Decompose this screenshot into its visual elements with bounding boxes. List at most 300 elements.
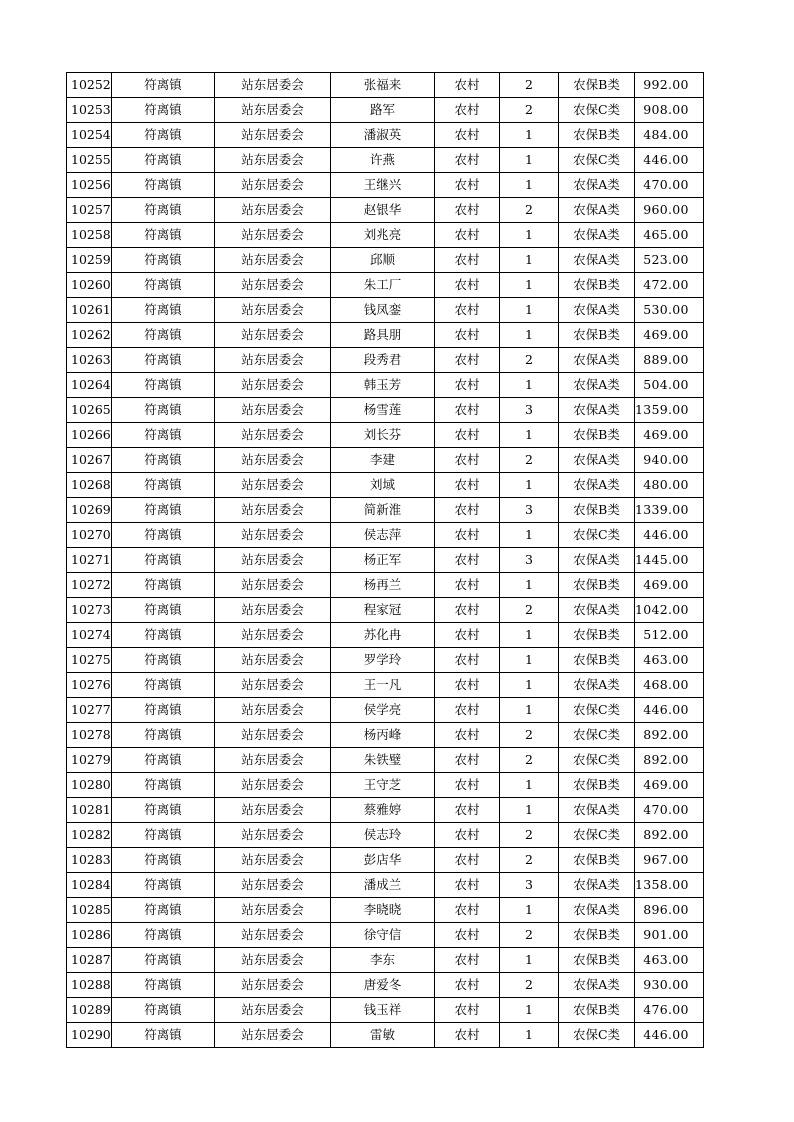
town-cell: 符离镇 [112,73,215,98]
person-name-cell: 路具朋 [331,323,435,348]
record-id-cell: 10256 [67,173,112,198]
household-type-cell: 农村 [435,348,500,373]
household-type-cell: 农村 [435,198,500,223]
village-committee-cell: 站东居委会 [215,123,331,148]
insurance-category-cell: 农保B类 [559,323,635,348]
person-count-cell: 2 [500,923,559,948]
village-committee-cell: 站东居委会 [215,148,331,173]
person-count-cell: 1 [500,648,559,673]
record-id-cell: 10261 [67,298,112,323]
record-id-cell: 10290 [67,1023,112,1048]
village-committee-cell: 站东居委会 [215,723,331,748]
insurance-category-cell: 农保C类 [559,148,635,173]
person-name-cell: 许燕 [331,148,435,173]
village-committee-cell: 站东居委会 [215,248,331,273]
table-row [67,273,704,298]
table-row [67,698,704,723]
amount-cell: 967.00 [635,848,704,873]
record-id-cell: 10253 [67,98,112,123]
person-name-cell: 程家冠 [331,598,435,623]
table-row [67,648,704,673]
town-cell: 符离镇 [112,773,215,798]
person-name-cell: 刘长芬 [331,423,435,448]
table-row [67,548,704,573]
town-cell: 符离镇 [112,973,215,998]
person-count-cell: 2 [500,73,559,98]
table-row [67,973,704,998]
record-id-cell: 10276 [67,673,112,698]
amount-cell: 908.00 [635,98,704,123]
town-cell: 符离镇 [112,698,215,723]
person-count-cell: 1 [500,623,559,648]
record-id-cell: 10259 [67,248,112,273]
insurance-category-cell: 农保A类 [559,298,635,323]
amount-cell: 463.00 [635,948,704,973]
person-name-cell: 李建 [331,448,435,473]
table-row [67,348,704,373]
household-type-cell: 农村 [435,473,500,498]
amount-cell: 896.00 [635,898,704,923]
village-committee-cell: 站东居委会 [215,873,331,898]
village-committee-cell: 站东居委会 [215,348,331,373]
insurance-category-cell: 农保B类 [559,423,635,448]
person-count-cell: 2 [500,973,559,998]
household-type-cell: 农村 [435,648,500,673]
table-row [67,473,704,498]
insurance-category-cell: 农保A类 [559,973,635,998]
table-row [67,673,704,698]
record-id-cell: 10278 [67,723,112,748]
record-id-cell: 10270 [67,523,112,548]
village-committee-cell: 站东居委会 [215,798,331,823]
person-count-cell: 1 [500,673,559,698]
household-type-cell: 农村 [435,273,500,298]
town-cell: 符离镇 [112,998,215,1023]
record-id-cell: 10279 [67,748,112,773]
household-type-cell: 农村 [435,998,500,1023]
village-committee-cell: 站东居委会 [215,298,331,323]
person-name-cell: 侯学亮 [331,698,435,723]
person-count-cell: 1 [500,573,559,598]
record-id-cell: 10260 [67,273,112,298]
record-id-cell: 10271 [67,548,112,573]
person-count-cell: 2 [500,723,559,748]
village-committee-cell: 站东居委会 [215,623,331,648]
record-id-cell: 10284 [67,873,112,898]
amount-cell: 960.00 [635,198,704,223]
person-name-cell: 杨再兰 [331,573,435,598]
record-id-cell: 10288 [67,973,112,998]
town-cell: 符离镇 [112,123,215,148]
table-row [67,123,704,148]
person-name-cell: 刘兆亮 [331,223,435,248]
amount-cell: 530.00 [635,298,704,323]
household-type-cell: 农村 [435,848,500,873]
person-count-cell: 1 [500,998,559,1023]
record-id-cell: 10269 [67,498,112,523]
person-count-cell: 1 [500,698,559,723]
village-committee-cell: 站东居委会 [215,698,331,723]
person-name-cell: 钱凤銮 [331,298,435,323]
town-cell: 符离镇 [112,448,215,473]
person-count-cell: 2 [500,348,559,373]
insurance-category-cell: 农保B类 [559,498,635,523]
table-row [67,1023,704,1048]
village-committee-cell: 站东居委会 [215,73,331,98]
table-row [67,623,704,648]
household-type-cell: 农村 [435,173,500,198]
amount-cell: 446.00 [635,523,704,548]
person-count-cell: 3 [500,398,559,423]
village-committee-cell: 站东居委会 [215,673,331,698]
town-cell: 符离镇 [112,498,215,523]
table-row [67,873,704,898]
amount-cell: 446.00 [635,1023,704,1048]
table-row [67,323,704,348]
village-committee-cell: 站东居委会 [215,373,331,398]
amount-cell: 476.00 [635,998,704,1023]
person-name-cell: 朱铁璧 [331,748,435,773]
record-id-cell: 10272 [67,573,112,598]
person-count-cell: 2 [500,823,559,848]
amount-cell: 446.00 [635,698,704,723]
insurance-category-cell: 农保A类 [559,798,635,823]
table-row [67,898,704,923]
village-committee-cell: 站东居委会 [215,423,331,448]
person-name-cell: 张福来 [331,73,435,98]
village-committee-cell: 站东居委会 [215,923,331,948]
table-row [67,248,704,273]
town-cell: 符离镇 [112,198,215,223]
person-count-cell: 2 [500,448,559,473]
household-type-cell: 农村 [435,948,500,973]
person-count-cell: 2 [500,598,559,623]
insurance-category-cell: 农保C类 [559,1023,635,1048]
person-name-cell: 王守芝 [331,773,435,798]
household-type-cell: 农村 [435,873,500,898]
amount-cell: 470.00 [635,798,704,823]
insurance-category-cell: 农保A类 [559,198,635,223]
person-count-cell: 2 [500,748,559,773]
insurance-category-cell: 农保A类 [559,448,635,473]
town-cell: 符离镇 [112,148,215,173]
table-row [67,723,704,748]
amount-cell: 463.00 [635,648,704,673]
amount-cell: 468.00 [635,673,704,698]
town-cell: 符离镇 [112,748,215,773]
record-id-cell: 10254 [67,123,112,148]
table-row [67,998,704,1023]
record-id-cell: 10262 [67,323,112,348]
person-count-cell: 1 [500,173,559,198]
person-count-cell: 1 [500,273,559,298]
household-type-cell: 农村 [435,723,500,748]
household-type-cell: 农村 [435,123,500,148]
amount-cell: 523.00 [635,248,704,273]
record-id-cell: 10258 [67,223,112,248]
insurance-category-cell: 农保B类 [559,573,635,598]
household-type-cell: 农村 [435,98,500,123]
record-id-cell: 10289 [67,998,112,1023]
table-row [67,423,704,448]
table-row [67,523,704,548]
insurance-category-cell: 农保C类 [559,523,635,548]
insurance-category-cell: 农保A类 [559,598,635,623]
table-body [67,73,704,1048]
record-id-cell: 10265 [67,398,112,423]
person-count-cell: 1 [500,523,559,548]
insurance-category-cell: 农保B类 [559,623,635,648]
town-cell: 符离镇 [112,348,215,373]
amount-cell: 901.00 [635,923,704,948]
town-cell: 符离镇 [112,573,215,598]
table-row [67,148,704,173]
town-cell: 符离镇 [112,473,215,498]
person-name-cell: 邱顺 [331,248,435,273]
insurance-category-cell: 农保A类 [559,248,635,273]
insurance-category-cell: 农保C类 [559,98,635,123]
record-id-cell: 10273 [67,598,112,623]
amount-cell: 889.00 [635,348,704,373]
household-type-cell: 农村 [435,423,500,448]
amount-cell: 446.00 [635,148,704,173]
town-cell: 符离镇 [112,298,215,323]
amount-cell: 992.00 [635,73,704,98]
village-committee-cell: 站东居委会 [215,398,331,423]
village-committee-cell: 站东居委会 [215,1023,331,1048]
town-cell: 符离镇 [112,223,215,248]
amount-cell: 892.00 [635,748,704,773]
town-cell: 符离镇 [112,173,215,198]
record-id-cell: 10275 [67,648,112,673]
town-cell: 符离镇 [112,898,215,923]
insurance-category-cell: 农保B类 [559,923,635,948]
table-row [67,748,704,773]
person-count-cell: 1 [500,898,559,923]
village-committee-cell: 站东居委会 [215,448,331,473]
town-cell: 符离镇 [112,98,215,123]
insurance-category-cell: 农保A类 [559,173,635,198]
amount-cell: 480.00 [635,473,704,498]
household-type-cell: 农村 [435,673,500,698]
person-count-cell: 1 [500,298,559,323]
person-count-cell: 1 [500,798,559,823]
amount-cell: 1042.00 [635,598,704,623]
town-cell: 符离镇 [112,1023,215,1048]
person-count-cell: 2 [500,98,559,123]
record-id-cell: 10282 [67,823,112,848]
record-id-cell: 10286 [67,923,112,948]
town-cell: 符离镇 [112,798,215,823]
benefit-table [66,72,704,1048]
person-name-cell: 唐爱冬 [331,973,435,998]
insurance-category-cell: 农保A类 [559,873,635,898]
insurance-category-cell: 农保A类 [559,898,635,923]
village-committee-cell: 站东居委会 [215,848,331,873]
insurance-category-cell: 农保A类 [559,398,635,423]
amount-cell: 1359.00 [635,398,704,423]
village-committee-cell: 站东居委会 [215,898,331,923]
village-committee-cell: 站东居委会 [215,648,331,673]
household-type-cell: 农村 [435,548,500,573]
village-committee-cell: 站东居委会 [215,748,331,773]
person-name-cell: 雷敏 [331,1023,435,1048]
person-name-cell: 徐守信 [331,923,435,948]
village-committee-cell: 站东居委会 [215,523,331,548]
household-type-cell: 农村 [435,523,500,548]
household-type-cell: 农村 [435,798,500,823]
amount-cell: 1358.00 [635,873,704,898]
table-row [67,948,704,973]
village-committee-cell: 站东居委会 [215,823,331,848]
table-row [67,448,704,473]
town-cell: 符离镇 [112,848,215,873]
insurance-category-cell: 农保A类 [559,373,635,398]
person-name-cell: 韩玉芳 [331,373,435,398]
amount-cell: 512.00 [635,623,704,648]
table-row [67,373,704,398]
person-count-cell: 1 [500,1023,559,1048]
village-committee-cell: 站东居委会 [215,598,331,623]
household-type-cell: 农村 [435,498,500,523]
insurance-category-cell: 农保B类 [559,998,635,1023]
town-cell: 符离镇 [112,648,215,673]
insurance-category-cell: 农保A类 [559,673,635,698]
insurance-category-cell: 农保A类 [559,223,635,248]
table-row [67,223,704,248]
village-committee-cell: 站东居委会 [215,198,331,223]
household-type-cell: 农村 [435,823,500,848]
person-name-cell: 李东 [331,948,435,973]
town-cell: 符离镇 [112,423,215,448]
town-cell: 符离镇 [112,373,215,398]
village-committee-cell: 站东居委会 [215,173,331,198]
amount-cell: 469.00 [635,773,704,798]
person-count-cell: 1 [500,148,559,173]
town-cell: 符离镇 [112,248,215,273]
household-type-cell: 农村 [435,573,500,598]
person-count-cell: 3 [500,498,559,523]
town-cell: 符离镇 [112,273,215,298]
household-type-cell: 农村 [435,598,500,623]
table-row [67,73,704,98]
amount-cell: 469.00 [635,323,704,348]
town-cell: 符离镇 [112,923,215,948]
table-row [67,598,704,623]
record-id-cell: 10263 [67,348,112,373]
town-cell: 符离镇 [112,323,215,348]
person-name-cell: 朱工厂 [331,273,435,298]
insurance-category-cell: 农保C类 [559,748,635,773]
person-count-cell: 1 [500,248,559,273]
household-type-cell: 农村 [435,223,500,248]
amount-cell: 484.00 [635,123,704,148]
person-count-cell: 1 [500,373,559,398]
town-cell: 符离镇 [112,523,215,548]
table-row [67,173,704,198]
record-id-cell: 10252 [67,73,112,98]
table-row [67,773,704,798]
table-row [67,498,704,523]
record-id-cell: 10277 [67,698,112,723]
person-name-cell: 侯志玲 [331,823,435,848]
person-name-cell: 侯志萍 [331,523,435,548]
insurance-category-cell: 农保B类 [559,123,635,148]
person-count-cell: 1 [500,473,559,498]
person-name-cell: 杨丙峰 [331,723,435,748]
person-count-cell: 1 [500,223,559,248]
person-name-cell: 潘淑英 [331,123,435,148]
person-count-cell: 2 [500,848,559,873]
record-id-cell: 10255 [67,148,112,173]
amount-cell: 930.00 [635,973,704,998]
amount-cell: 892.00 [635,823,704,848]
record-id-cell: 10285 [67,898,112,923]
insurance-category-cell: 农保B类 [559,273,635,298]
household-type-cell: 农村 [435,73,500,98]
record-id-cell: 10283 [67,848,112,873]
village-committee-cell: 站东居委会 [215,323,331,348]
person-name-cell: 罗学玲 [331,648,435,673]
town-cell: 符离镇 [112,948,215,973]
amount-cell: 940.00 [635,448,704,473]
record-id-cell: 10281 [67,798,112,823]
insurance-category-cell: 农保A类 [559,348,635,373]
insurance-category-cell: 农保C类 [559,823,635,848]
person-count-cell: 1 [500,323,559,348]
household-type-cell: 农村 [435,398,500,423]
person-name-cell: 简新淮 [331,498,435,523]
household-type-cell: 农村 [435,973,500,998]
record-id-cell: 10287 [67,948,112,973]
insurance-category-cell: 农保A类 [559,473,635,498]
insurance-category-cell: 农保B类 [559,73,635,98]
person-count-cell: 2 [500,198,559,223]
person-name-cell: 段秀君 [331,348,435,373]
village-committee-cell: 站东居委会 [215,273,331,298]
table-row [67,848,704,873]
household-type-cell: 农村 [435,748,500,773]
insurance-category-cell: 农保B类 [559,848,635,873]
person-name-cell: 苏化冉 [331,623,435,648]
household-type-cell: 农村 [435,623,500,648]
table-row [67,98,704,123]
amount-cell: 504.00 [635,373,704,398]
amount-cell: 472.00 [635,273,704,298]
person-name-cell: 王一凡 [331,673,435,698]
household-type-cell: 农村 [435,248,500,273]
table-row [67,923,704,948]
insurance-category-cell: 农保C类 [559,723,635,748]
person-name-cell: 蔡雅婷 [331,798,435,823]
insurance-category-cell: 农保C类 [559,698,635,723]
town-cell: 符离镇 [112,873,215,898]
insurance-category-cell: 农保B类 [559,948,635,973]
town-cell: 符离镇 [112,598,215,623]
household-type-cell: 农村 [435,298,500,323]
village-committee-cell: 站东居委会 [215,948,331,973]
table-row [67,398,704,423]
person-count-cell: 1 [500,773,559,798]
person-name-cell: 杨正军 [331,548,435,573]
table-row [67,198,704,223]
record-id-cell: 10266 [67,423,112,448]
town-cell: 符离镇 [112,723,215,748]
village-committee-cell: 站东居委会 [215,498,331,523]
village-committee-cell: 站东居委会 [215,223,331,248]
record-id-cell: 10274 [67,623,112,648]
household-type-cell: 农村 [435,1023,500,1048]
